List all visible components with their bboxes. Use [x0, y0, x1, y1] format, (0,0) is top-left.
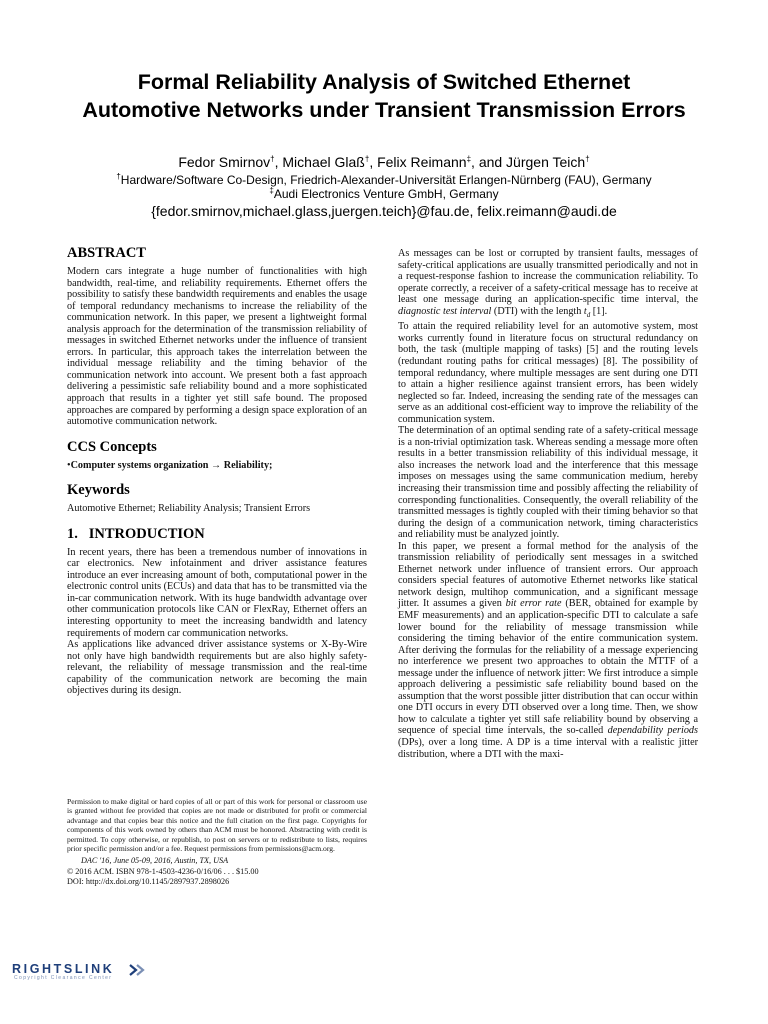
affiliation-2-mark: ‡ [269, 186, 274, 195]
p4-dp-term: dependability periods [607, 725, 698, 737]
affiliation-2-text: Audi Electronics Venture GmbH, Germany [273, 187, 499, 201]
author-list: Fedor Smirnov†, Michael Glaß†, Felix Reimann‡, and Jürgen Teich† [178, 154, 590, 170]
p4-ber-term: bit error rate [505, 598, 562, 610]
ccs-item-text: Computer systems organization → Reliability; [70, 459, 273, 471]
affiliation-1-mark: † [116, 172, 121, 181]
intro-paragraph-2: As applications like advanced driver assistance systems or X-By-Wire not only have high bandwidth requirements but are also highly safety-relevant, the reliability of message transmission and the real-time capability of the communication network are becoming the main objectives during its design. [67, 639, 367, 697]
permission-notice: Permission to make digital or hard copies of all or part of this work for personal or classroom use is granted without fee provided that copies are not made or distributed for profit or commercial advantage and that copies bear this notice and the full citation on the first page. Copyrights for components of this work owned by others than ACM must be honored. Abstracting with credit is permitted. To copy otherwise, or republish, to post on servers or to redistribute to lists, requires prior specific permission and/or a fee. Request permissions from permissions@acm.org. [67, 797, 367, 854]
p4-text-a: In this paper, we present a formal method for the analysis of the transmission reliability of periodically sent messages in a switched Ethernet network under influence of transient errors. Our approach considers special features of automotive Ethernet networks like statical network design, multihop communication, and a significant message jitter. It assumes a given [398, 540, 698, 610]
doi-link[interactable]: http://dx.doi.org/10.1145/2897937.2898026 [85, 877, 230, 886]
rightslink-mark-icon [128, 963, 146, 977]
doi-line [67, 877, 367, 888]
intro-heading: 1. INTRODUCTION [67, 525, 205, 542]
doi-label: DOI: [67, 877, 84, 886]
rightslink-brand: RIGHTSLINK [12, 962, 115, 976]
author-block [40, 153, 728, 220]
ccs-heading: CCS Concepts [67, 438, 157, 455]
rightslink-tagline: Copyright Clearance Center [14, 975, 113, 981]
affiliation-2 [40, 187, 728, 201]
author-2-mark: † [364, 154, 370, 164]
author-4: and Jürgen Teich [478, 154, 586, 170]
p1-text-c: [1]. [590, 305, 608, 317]
author-1-mark: † [270, 154, 275, 164]
keywords-heading: Keywords [67, 482, 130, 499]
conference-info [67, 856, 367, 888]
author-emails: {fedor.smirnov,michael.glass,juergen.teich}@fau.de, felix.reimann@audi.de [151, 203, 617, 219]
title-line-1: Formal Reliability Analysis of Switched Ethernet [137, 70, 631, 94]
right-paragraph-1 [398, 248, 698, 321]
p1-td-symbol: t [583, 305, 587, 317]
p4-text-b: (BER, obtained for example by EMF measurements) and an application-specific DTI to calculate a safe lower bound for the reliability of message transmission while considering the timing behavior of the entire communication system. After deriving the formulas for the reliability of a message experiencing no interference we present two approaches to obtain the MTTF of a message under the influence of network jitter: We first introduce a simple approach delivering a pessimistic safe reliability bound based on the assumption that the worst possible jitter distribution that can occur within one DTI occurs in every DTI observed over a long time. Then, we show how to calculate a tighter yet still safe reliability bound by observing a sequence of special time intervals, the so-called [398, 598, 698, 737]
abstract-heading: ABSTRACT [67, 245, 146, 261]
rightslink-logo[interactable] [12, 962, 172, 986]
author-3: Felix Reimann [377, 154, 467, 170]
left-column [67, 244, 367, 697]
affiliation-1-text: Hardware/Software Co-Design, Friedrich-Alexander-Universität Erlangen-Nürnberg (FAU), Germany [120, 173, 652, 187]
p1-td-subscript: d [586, 310, 591, 319]
title-line-2: Automotive Networks under Transient Transmission Errors [82, 98, 686, 122]
paper-title [40, 68, 728, 124]
right-paragraph-4 [398, 541, 698, 760]
p1-dti-term: diagnostic test interval [398, 305, 492, 317]
right-column [398, 248, 698, 760]
ccs-item [67, 460, 367, 472]
p4-text-c: (DPs), over a long time. A DP is a time interval with a realistic jitter distribution, where a DTI with the maxi- [398, 737, 698, 760]
affiliation-1 [40, 173, 728, 187]
conference-venue: DAC '16, June 05-09, 2016, Austin, TX, USA [81, 856, 229, 865]
author-1: Fedor Smirnov [178, 154, 271, 170]
abstract-text: Modern cars integrate a huge number of functionalities with high bandwidth, real-time, and reliability requirements. Ethernet offers the possibility to satisfy these bandwidth requirements and enables the usage of temporal redundancy mechanisms to increase the reliability of the communication network. In this paper, we present a lightweight formal analysis approach for the determination of the transmission reliability of messages in switched Ethernet networks under the influence of transient errors. In particular, this approach takes the interrelation between the individual message reliability and the timing behavior of the communication network into account. We present both a fast approach delivering a pessimistic safe reliability bound and a more sophisticated approach that results in a tighter yet still safe bound. The proposed approaches are compared by performing a design space exploration of an automotive communication network. [67, 266, 367, 428]
author-2: Michael Glaß [282, 154, 365, 170]
ccs-bullet: • [67, 459, 71, 471]
copyright-line: © 2016 ACM. ISBN 978-1-4503-4236-0/16/06 . . . $15.00 [67, 866, 259, 876]
author-3-mark: ‡ [466, 154, 472, 164]
right-paragraph-3: The determination of an optimal sending rate of a safety-critical message is a non-trivial optimization task. Whereas sending a message more often results in a better transmission reliability of this individual message, it also increases the network load and the interference that this message imposes on messages using the same communication medium, hereby increasing their transmission time and possibly affecting the reliability of corresponding functionalities. Consequently, the overall reliability of the transmitted messages is tightly coupled with their timing behavior so that during the design of a communication network, timing characteristics and reliability must be analyzed jointly. [398, 425, 698, 541]
p1-text-b: (DTI) with the length [491, 305, 584, 317]
intro-paragraph-1: In recent years, there has been a tremendous number of innovations in car electronics. New infotainment and driver assistance features introduce an ever increasing amount of both, computational power in the electronic control units (ECUs) and data that has to be transmitted via the in-car communication network. With its huge bandwidth advantage over other communication protocols like CAN or FlexRay, Ethernet offers an interesting opportunity to meet the increasing bandwidth and latency requirements of modern car communication networks. [67, 546, 367, 639]
keywords-text: Automotive Ethernet; Reliability Analysis; Transient Errors [67, 503, 311, 515]
p1-text-a: As messages can be lost or corrupted by transient faults, messages of safety-critical applications are usually transmitted periodically and not in a request-response fashion to increase the communication reliability. To operate correctly, a receiver of a safety-critical message has to receive at least one message during an application-specific time interval, the [398, 248, 698, 306]
author-4-mark: † [585, 154, 590, 164]
right-paragraph-2: To attain the required reliability level for an automotive system, most works currently found in literature focus on structural redundancy on both, the task (multiple mapping of tasks) [5] and the routing levels (redundant routing paths for critical messages) [8]. The possibility of temporal redundancy, where multiple messages are sent during one DTI to attain a higher resilience against transient errors, has been widely neglected so far. Indeed, increasing the sending rate of the messages can serve as an additional cost-efficient way to improve the reliability of the communication system. [398, 321, 698, 425]
